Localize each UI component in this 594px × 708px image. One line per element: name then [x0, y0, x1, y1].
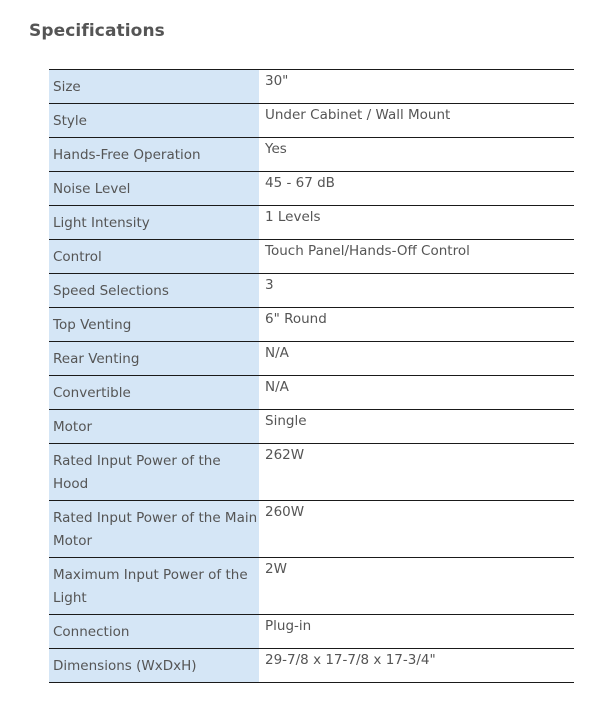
- spec-value: Plug-in: [259, 615, 574, 649]
- spec-value: 29-7/8 x 17-7/8 x 17-3/4": [259, 649, 574, 683]
- spec-label: Dimensions (WxDxH): [49, 649, 259, 683]
- spec-row-top-venting: [49, 308, 574, 342]
- spec-value: Yes: [259, 138, 574, 172]
- spec-label: Size: [49, 70, 259, 104]
- spec-row-size: [49, 70, 574, 104]
- spec-row-dimensions: [49, 649, 574, 683]
- spec-label: Noise Level: [49, 172, 259, 206]
- spec-value: 1 Levels: [259, 206, 574, 240]
- spec-value: N/A: [259, 342, 574, 376]
- spec-label: Maximum Input Power of the Light: [49, 558, 259, 615]
- spec-label: Connection: [49, 615, 259, 649]
- spec-row-rated-input-power-hood: [49, 444, 574, 501]
- spec-value: Single: [259, 410, 574, 444]
- spec-value: 2W: [259, 558, 574, 615]
- spec-value: 260W: [259, 501, 574, 558]
- spec-value: N/A: [259, 376, 574, 410]
- spec-label: Control: [49, 240, 259, 274]
- spec-row-style: [49, 104, 574, 138]
- spec-row-connection: [49, 615, 574, 649]
- spec-label: Rated Input Power of the Hood: [49, 444, 259, 501]
- spec-label: Style: [49, 104, 259, 138]
- spec-label: Speed Selections: [49, 274, 259, 308]
- spec-row-maximum-input-power-light: [49, 558, 574, 615]
- spec-row-hands-free-operation: [49, 138, 574, 172]
- spec-label: Rear Venting: [49, 342, 259, 376]
- spec-value: 6" Round: [259, 308, 574, 342]
- spec-label: Rated Input Power of the Main Motor: [49, 501, 259, 558]
- spec-value: 30": [259, 70, 574, 104]
- page-title: Specifications: [29, 21, 165, 41]
- spec-label: Light Intensity: [49, 206, 259, 240]
- spec-value: 262W: [259, 444, 574, 501]
- spec-value: Under Cabinet / Wall Mount: [259, 104, 574, 138]
- specifications-table: [49, 69, 574, 683]
- spec-row-noise-level: [49, 172, 574, 206]
- spec-value: Touch Panel/Hands-Off Control: [259, 240, 574, 274]
- spec-row-motor: [49, 410, 574, 444]
- spec-row-rear-venting: [49, 342, 574, 376]
- spec-row-speed-selections: [49, 274, 574, 308]
- spec-label: Hands-Free Operation: [49, 138, 259, 172]
- spec-label: Convertible: [49, 376, 259, 410]
- spec-row-convertible: [49, 376, 574, 410]
- spec-label: Top Venting: [49, 308, 259, 342]
- spec-row-light-intensity: [49, 206, 574, 240]
- spec-row-control: [49, 240, 574, 274]
- spec-value: 3: [259, 274, 574, 308]
- spec-value: 45 - 67 dB: [259, 172, 574, 206]
- spec-row-rated-input-power-main-motor: [49, 501, 574, 558]
- spec-label: Motor: [49, 410, 259, 444]
